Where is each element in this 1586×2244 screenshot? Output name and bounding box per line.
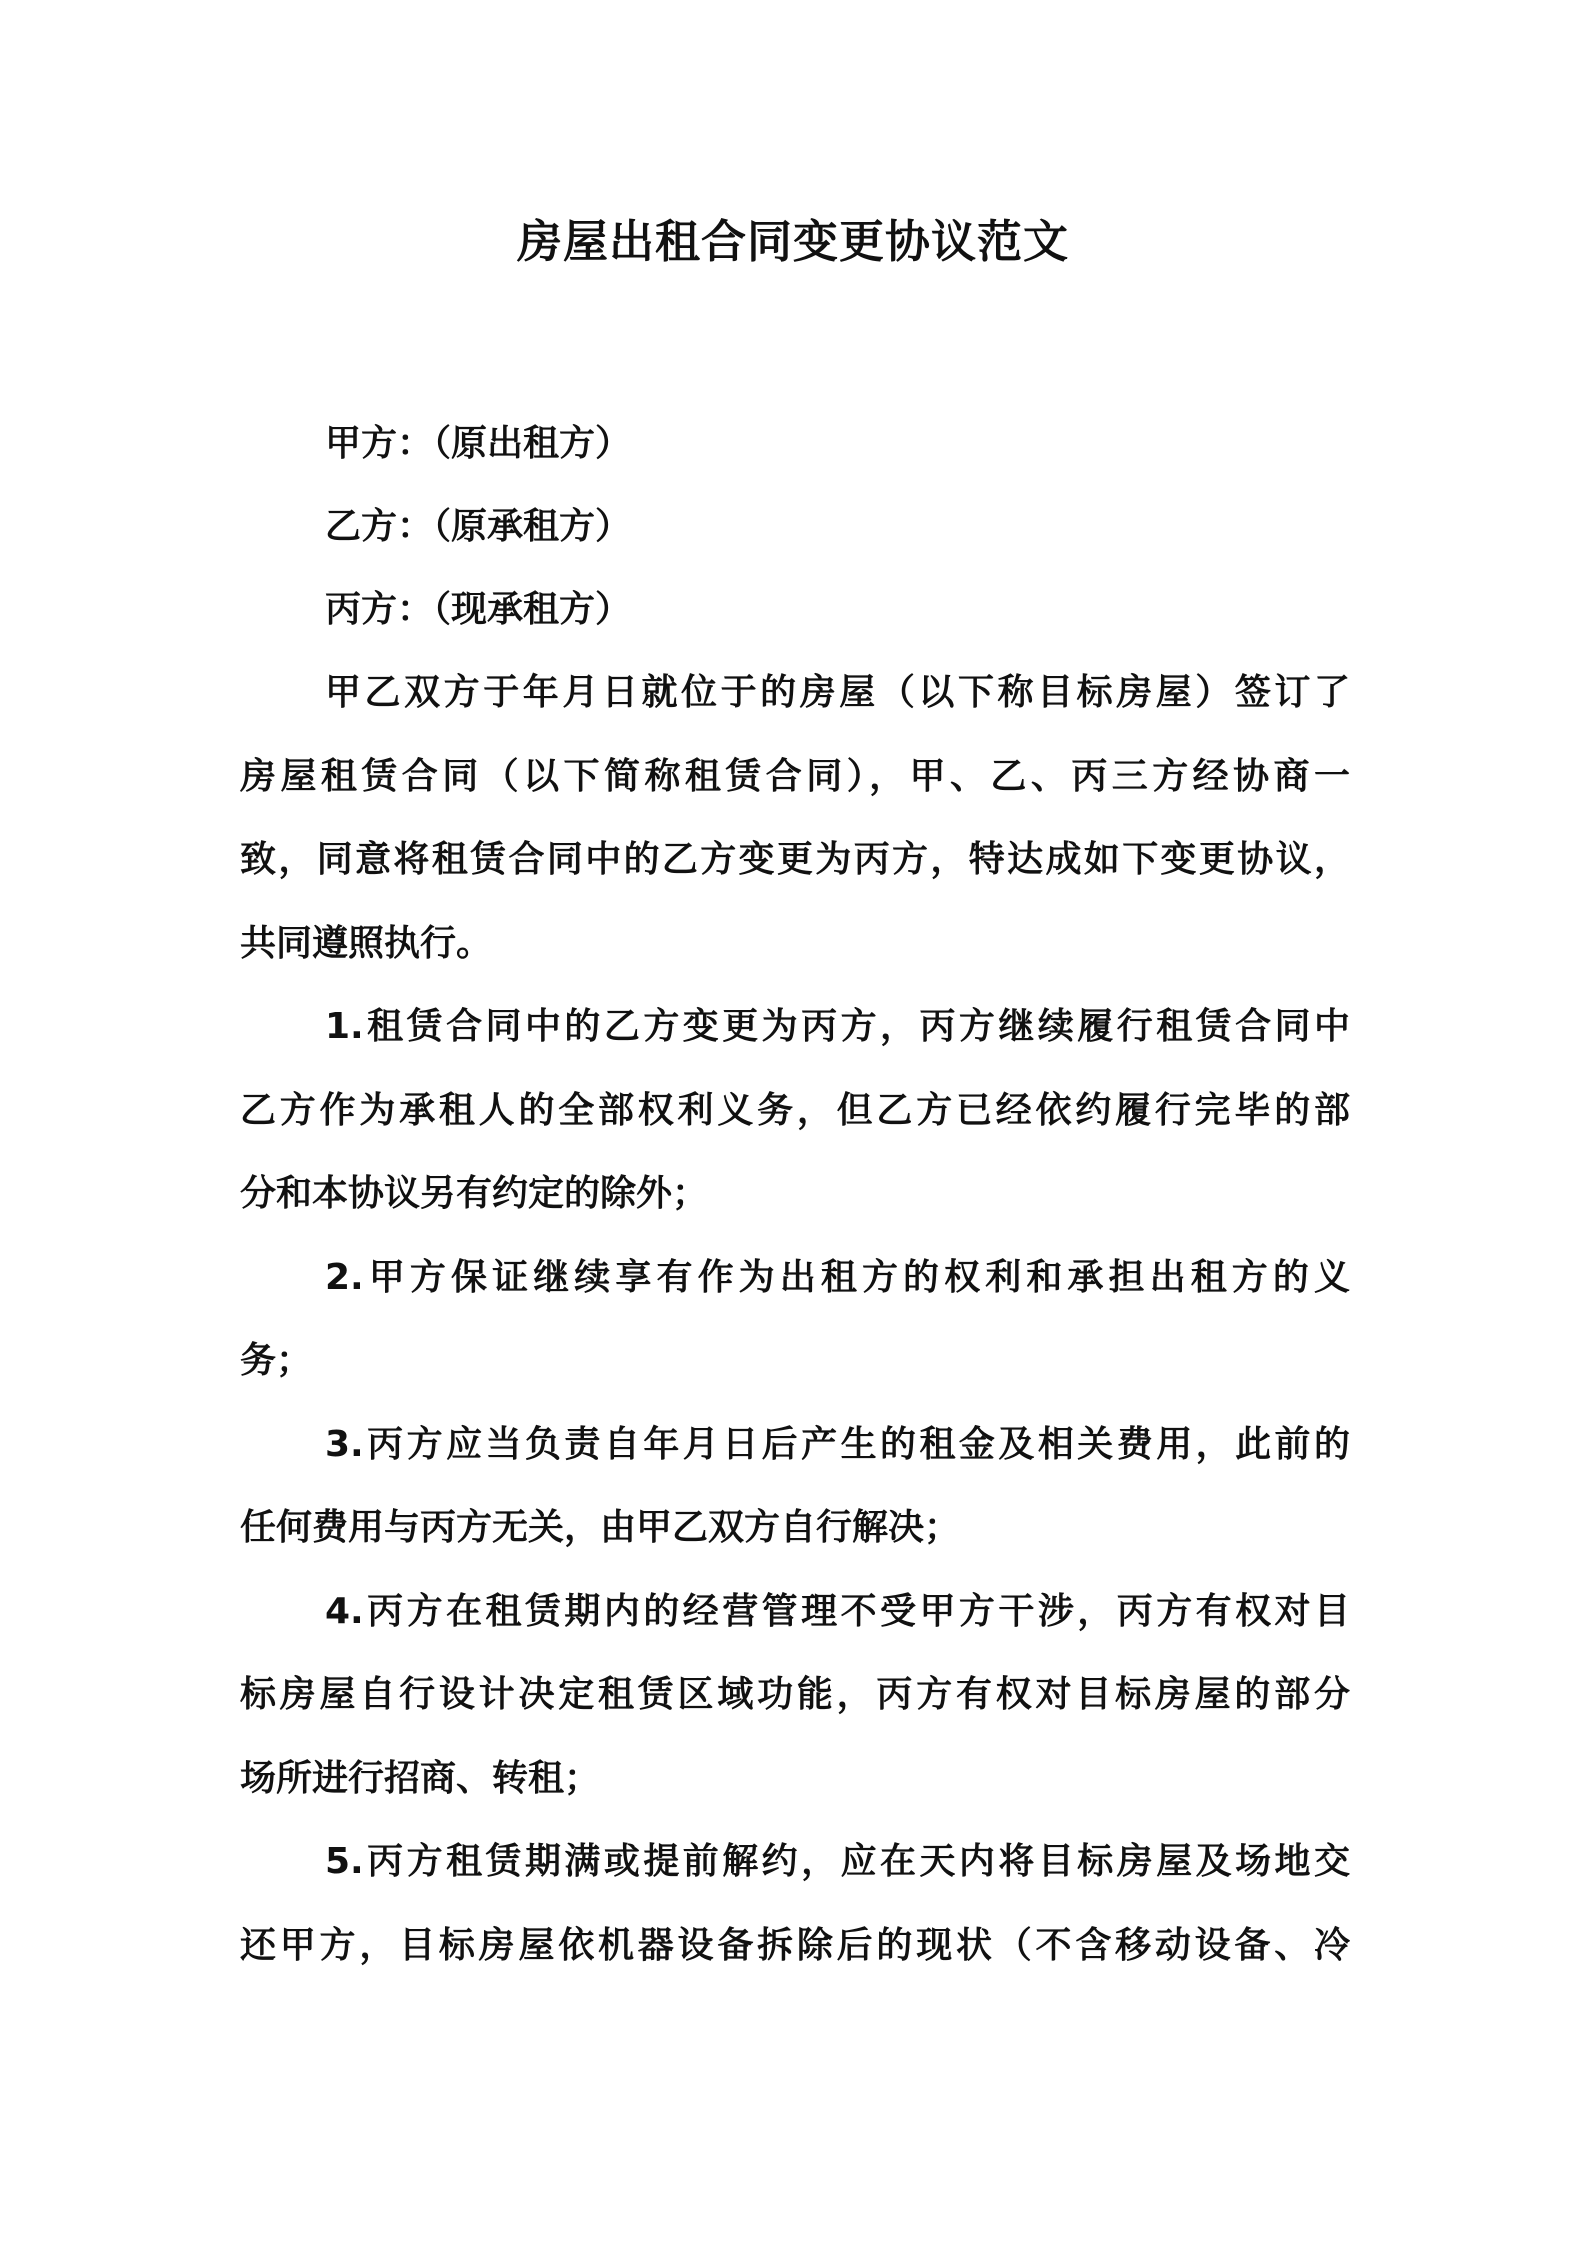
paragraph-line: 分和本协议另有约定的除外； — [240, 1173, 709, 1214]
party-a: 甲方：（原出租方） — [325, 423, 632, 464]
paragraph-line: 任何费用与丙方无关，由甲乙双方自行解决； — [240, 1507, 961, 1548]
paragraph-line: 4.丙方在租赁期内的经营管理不受甲方干涉，丙方有权对目 — [325, 1590, 1350, 1632]
paragraph-line: 房屋租赁合同（以下简称租赁合同），甲、乙、丙三方经协商一 — [240, 755, 1350, 797]
paragraph-line: 5.丙方租赁期满或提前解约，应在天内将目标房屋及场地交 — [325, 1841, 1350, 1882]
paragraph-line: 场所进行招商、转租； — [240, 1757, 601, 1799]
paragraph-line: 还甲方，目标房屋依机器设备拆除后的现状（不含移动设备、冷 — [240, 1924, 1350, 1966]
paragraph-line: 3.丙方应当负责自年月日后产生的租金及相关费用，此前的 — [325, 1423, 1350, 1465]
paragraph-clause-5 — [240, 1820, 1350, 1987]
paragraph-line: 2.甲方保证继续享有作为出租方的权利和承担出租方的义 — [325, 1256, 1350, 1298]
document-body — [240, 402, 1350, 1987]
paragraph-line: 乙方作为承租人的全部权利义务，但乙方已经依约履行完毕的部 — [240, 1089, 1350, 1131]
paragraph-clause-4 — [240, 1570, 1350, 1821]
party-c: 丙方：（现承租方） — [325, 589, 632, 630]
paragraph-intro — [240, 651, 1350, 985]
paragraph-line: 务； — [240, 1340, 313, 1381]
document-title: 房屋出租合同变更协议范文 — [516, 215, 1069, 268]
paragraph-line: 标房屋自行设计决定租赁区域功能，丙方有权对目标房屋的部分 — [240, 1674, 1350, 1715]
paragraph-clause-2 — [240, 1236, 1350, 1403]
paragraph-clause-3 — [240, 1403, 1350, 1570]
paragraph-line: 1.租赁合同中的乙方变更为丙方，丙方继续履行租赁合同中 — [325, 1006, 1350, 1047]
paragraph-line: 共同遵照执行。 — [240, 922, 493, 964]
paragraph-line: 甲乙双方于年月日就位于的房屋（以下称目标房屋）签订了 — [325, 672, 1350, 713]
paragraph-line: 致，同意将租赁合同中的乙方变更为丙方，特达成如下变更协议， — [240, 839, 1350, 880]
party-b: 乙方：（原承租方） — [325, 506, 632, 547]
paragraph-clause-1 — [240, 985, 1350, 1236]
